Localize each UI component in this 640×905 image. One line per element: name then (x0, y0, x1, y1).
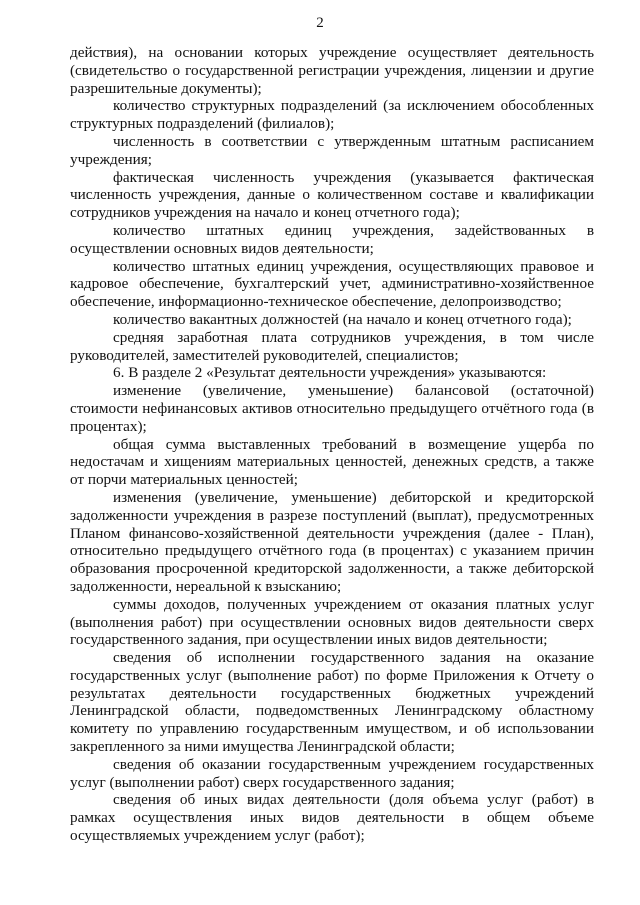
paragraph-10: изменение (увеличение, уменьшение) балансовой (остаточной) стоимости нефинансовых активов относительно предыдущего отчётного года (в процентах); (70, 382, 594, 435)
paragraph-6: количество штатных единиц учреждения, осуществляющих правовое и кадровое обеспечение, бухгалтерский учет, административно-хозяйственное обеспечение, информационно-техническое обеспечение, делопроизводство; (70, 257, 594, 311)
paragraph-4: фактическая численность учреждения (указывается фактическая численность учреждения, данные о количественном составе и квалификации сотрудников учреждения на начало и конец отчетного года); (70, 168, 594, 222)
paragraph-1: действия), на основании которых учреждение осуществляет деятельность (свидетельство о государственной регистрации учреждения, лицензии и другие разрешительные документы); (70, 44, 594, 97)
paragraph-16: сведения об иных видах деятельности (доля объема услуг (работ) в рамках осуществления иных видов деятельности в общем объеме осуществляемых учреждением услуг (работ); (70, 791, 594, 845)
paragraph-11: общая сумма выставленных требований в возмещение ущерба по недостачам и хищениям материальных ценностей, денежных средств, а также от порчи материальных ценностей; (70, 435, 594, 489)
section-heading-6: 6. В разделе 2 «Результат деятельности учреждения» указываются: (113, 364, 547, 382)
page-number: 2 (316, 15, 324, 31)
paragraph-2: количество структурных подразделений (за исключением обособленных структурных подразделений (филиалов); (70, 97, 594, 133)
paragraph-12: изменения (увеличение, уменьшение) дебиторской и кредиторской задолженности учреждения в разрезе поступлений (выплат), предусмотренных Планом финансово-хозяйственной деятельности учреждения (далее - План), относительно предыдущего отчётного года (в процентах) с указанием причин образования просроченной кредиторской задолженности, а также дебиторской задолженности, нереальной к взысканию; (70, 488, 594, 595)
paragraph-5: количество штатных единиц учреждения, задействованных в осуществлении основных видов деятельности; (70, 221, 594, 257)
paragraph-7: количество вакантных должностей (на начало и конец отчетного года); (113, 310, 572, 328)
document-body (70, 44, 594, 845)
paragraph-15: сведения об оказании государственным учреждением государственных услуг (выполнении работ) сверх государственного задания; (70, 755, 594, 791)
paragraph-8: средняя заработная плата сотрудников учреждения, в том числе руководителей, заместителей руководителей, специалистов; (70, 328, 594, 364)
paragraph-3: численность в соответствии с утвержденным штатным расписанием учреждения; (70, 132, 594, 168)
paragraph-13: суммы доходов, полученных учреждением от оказания платных услуг (выполнения работ) при осуществлении основных видов деятельности сверх государственного задания, при осуществлении иных видов деятельности; (70, 595, 594, 649)
paragraph-14: сведения об исполнении государственного задания на оказание государственных услуг (выполнение работ) по форме Приложения к Отчету о результатах деятельности государственных бюджетных учреждений Ленинградской области, подведомственных Ленинградскому областному комитету по управлению государственным имуществом, и об использовании закрепленного за ними имущества Ленинградской области; (70, 649, 594, 756)
